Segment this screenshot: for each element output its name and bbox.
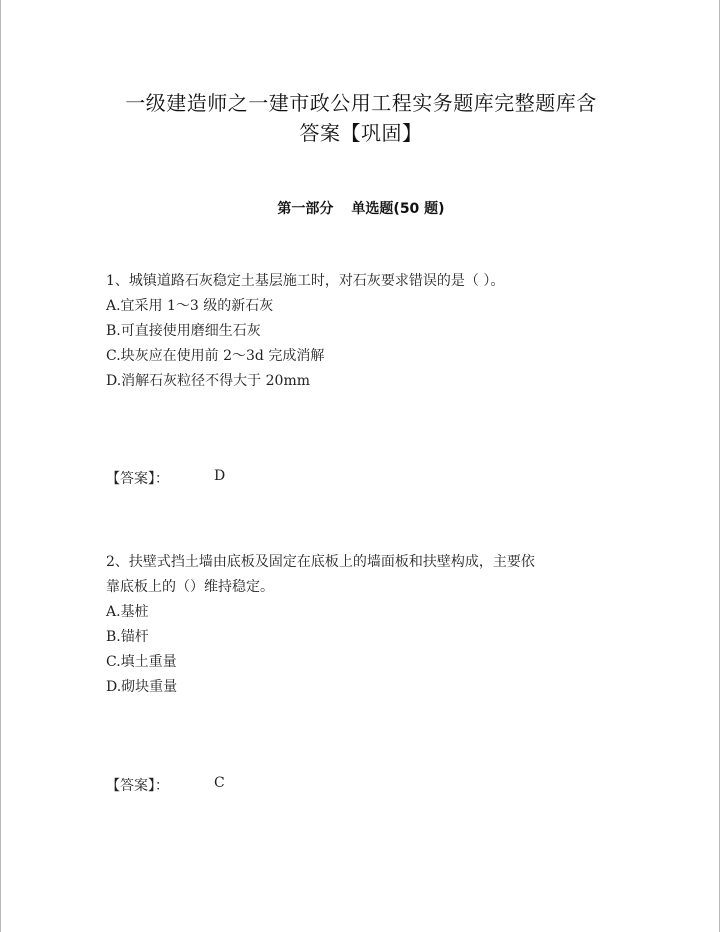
question-1-answer <box>106 468 226 488</box>
section-label: 第一部分 <box>277 201 334 217</box>
question-1-option-a: A.宜采用 1～3 级的新石灰 <box>106 298 274 314</box>
question-2-stem-line-2: 靠底板上的（）维持稳定。 <box>106 579 274 595</box>
answer-value: D <box>214 468 226 484</box>
answer-value: C <box>214 775 225 791</box>
question-2-option-b: B.锚杆 <box>106 629 149 645</box>
question-2-option-c: C.填土重量 <box>106 654 177 670</box>
question-2-stem-line-1: 2、扶壁式挡土墙由底板及固定在底板上的墙面板和扶壁构成，主要依 <box>106 554 535 570</box>
question-2-option-d: D.砌块重量 <box>106 679 178 695</box>
section-type: 单选题(50 题) <box>351 201 445 217</box>
document-title-line-1: 一级建造师之一建市政公用工程实务题库完整题库含 <box>125 91 597 115</box>
section-heading <box>1 198 720 218</box>
document-title-line-2: 答案【巩固】 <box>299 121 423 145</box>
answer-label: 【答案】： <box>106 778 169 794</box>
question-1-stem: 1、城镇道路石灰稳定土基层施工时，对石灰要求错误的是（ ）。 <box>106 273 505 289</box>
question-1-option-d: D.消解石灰粒径不得大于 20mm <box>106 373 310 389</box>
answer-label: 【答案】： <box>106 471 169 487</box>
question-2-option-a: A.基桩 <box>106 604 149 620</box>
question-1-option-c: C.块灰应在使用前 2～3d 完成消解 <box>106 348 325 364</box>
question-1-option-b: B.可直接使用磨细生石灰 <box>106 323 261 339</box>
question-2-answer <box>106 775 225 795</box>
